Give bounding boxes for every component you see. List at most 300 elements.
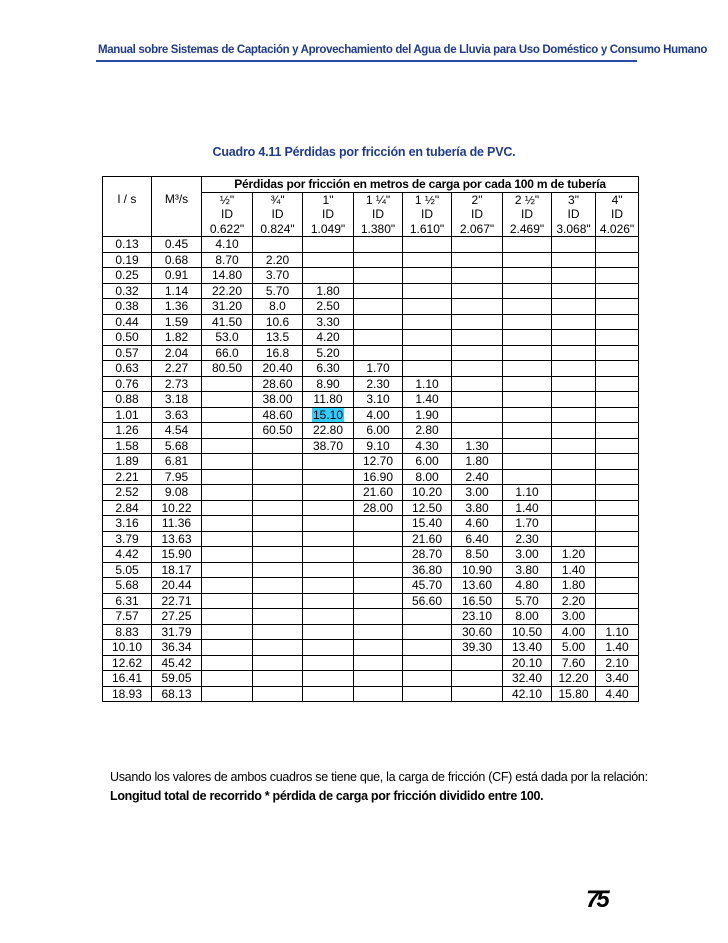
table-cell: 22.20 — [202, 283, 253, 299]
table-cell: 4.42 — [103, 547, 152, 563]
note-line-2: Longitud total de recorrido * pérdida de carga por fricción dividido entre 100. — [110, 789, 544, 803]
table-cell: 16.41 — [103, 671, 152, 687]
table-cell: 18.93 — [103, 686, 152, 702]
table-cell: 1.36 — [152, 299, 202, 315]
inner-diameter: 2.067" — [452, 222, 503, 237]
table-cell — [253, 516, 303, 532]
table-cell: 8.90 — [303, 376, 354, 392]
table-cell — [403, 314, 452, 330]
table-row — [103, 361, 639, 377]
table-cell: 4.40 — [596, 686, 639, 702]
table-cell: 4.54 — [152, 423, 202, 439]
table-cell: 13.63 — [152, 531, 202, 547]
table-cell — [452, 376, 503, 392]
table-row — [103, 438, 639, 454]
table-cell — [354, 578, 403, 594]
table-cell — [552, 283, 596, 299]
table-cell: 1.70 — [503, 516, 552, 532]
table-cell — [202, 624, 253, 640]
table-cell: 2.21 — [103, 469, 152, 485]
table-row — [103, 624, 639, 640]
table-cell — [253, 578, 303, 594]
table-row — [103, 252, 639, 268]
table-cell — [552, 268, 596, 284]
table-cell: 28.70 — [403, 547, 452, 563]
table-row — [103, 469, 639, 485]
table-cell: 66.0 — [202, 345, 253, 361]
table-row — [103, 330, 639, 346]
table-cell: 10.90 — [452, 562, 503, 578]
table-cell — [552, 237, 596, 253]
table-cell — [452, 345, 503, 361]
inner-diameter: 2.469" — [503, 222, 552, 237]
table-cell: 6.30 — [303, 361, 354, 377]
table-cell: 0.45 — [152, 237, 202, 253]
table-cell — [303, 593, 354, 609]
table-cell — [253, 655, 303, 671]
table-cell — [354, 609, 403, 625]
table-row — [103, 686, 639, 702]
table-cell — [403, 640, 452, 656]
table-cell — [253, 485, 303, 501]
table-cell — [596, 330, 639, 346]
table-cell: 3.79 — [103, 531, 152, 547]
table-cell: 3.00 — [452, 485, 503, 501]
table-cell: 14.80 — [202, 268, 253, 284]
table-cell — [303, 578, 354, 594]
table-cell — [552, 299, 596, 315]
table-cell: 16.90 — [354, 469, 403, 485]
table-cell — [552, 454, 596, 470]
table-cell: 2.50 — [303, 299, 354, 315]
table-cell: 21.60 — [403, 531, 452, 547]
table-cell — [552, 485, 596, 501]
table-cell: 1.40 — [596, 640, 639, 656]
table-cell — [503, 283, 552, 299]
table-cell: 3.10 — [354, 392, 403, 408]
table-cell: 1.80 — [303, 283, 354, 299]
table-cell: 16.50 — [452, 593, 503, 609]
table-cell: 2.84 — [103, 500, 152, 516]
table-cell: 28.00 — [354, 500, 403, 516]
table-cell: 3.00 — [503, 547, 552, 563]
table-cell: 22.80 — [303, 423, 354, 439]
table-cell: 8.70 — [202, 252, 253, 268]
pipe-size-row — [103, 192, 639, 207]
pipe-size-header: 1 ½" — [403, 192, 452, 207]
table-cell — [253, 686, 303, 702]
table-cell — [354, 624, 403, 640]
table-cell — [403, 252, 452, 268]
table-cell — [202, 438, 253, 454]
table-cell: 8.00 — [503, 609, 552, 625]
table-cell — [253, 624, 303, 640]
table-cell — [354, 640, 403, 656]
table-row — [103, 516, 639, 532]
table-cell — [596, 593, 639, 609]
id-label: ID — [552, 207, 596, 222]
table-cell: 5.68 — [103, 578, 152, 594]
table-cell — [552, 423, 596, 439]
table-cell — [596, 314, 639, 330]
table-cell: 1.14 — [152, 283, 202, 299]
table-cell: 15.40 — [403, 516, 452, 532]
table-cell: 1.59 — [152, 314, 202, 330]
table-cell: 15.90 — [152, 547, 202, 563]
table-cell: 0.13 — [103, 237, 152, 253]
table-cell: 9.10 — [354, 438, 403, 454]
table-row — [103, 593, 639, 609]
table-cell: 8.50 — [452, 547, 503, 563]
table-row — [103, 500, 639, 516]
table-cell — [552, 376, 596, 392]
table-cell: 36.34 — [152, 640, 202, 656]
table-cell — [596, 252, 639, 268]
table-cell — [303, 671, 354, 687]
table-cell — [452, 671, 503, 687]
table-cell: 21.60 — [354, 485, 403, 501]
table-cell — [503, 299, 552, 315]
table-cell — [503, 314, 552, 330]
table-cell — [202, 423, 253, 439]
table-row — [103, 237, 639, 253]
table-cell — [503, 361, 552, 377]
table-cell: 53.0 — [202, 330, 253, 346]
pipe-size-header: 2" — [452, 192, 503, 207]
inner-diameter: 1.049" — [303, 222, 354, 237]
table-cell — [202, 578, 253, 594]
table-cell — [303, 640, 354, 656]
table-cell — [596, 609, 639, 625]
table-cell: 1.40 — [552, 562, 596, 578]
table-cell — [303, 609, 354, 625]
table-cell — [253, 562, 303, 578]
table-cell: 16.8 — [253, 345, 303, 361]
table-cell: 31.20 — [202, 299, 253, 315]
table-cell: 27.25 — [152, 609, 202, 625]
table-cell: 4.00 — [354, 407, 403, 423]
table-cell — [403, 299, 452, 315]
table-cell — [202, 376, 253, 392]
table-cell: 3.30 — [303, 314, 354, 330]
table-cell: 0.88 — [103, 392, 152, 408]
table-row — [103, 485, 639, 501]
table-cell: 10.10 — [103, 640, 152, 656]
table-cell: 1.58 — [103, 438, 152, 454]
table-cell — [552, 438, 596, 454]
table-cell: 1.20 — [552, 547, 596, 563]
table-cell: 22.71 — [152, 593, 202, 609]
table-cell: 9.08 — [152, 485, 202, 501]
table-row — [103, 640, 639, 656]
table-cell — [596, 485, 639, 501]
header-rule — [96, 60, 637, 62]
table-cell: 10.6 — [253, 314, 303, 330]
table-cell: 2.27 — [152, 361, 202, 377]
table-cell — [354, 283, 403, 299]
table-cell: 2.04 — [152, 345, 202, 361]
col-header-m3s: M³/s — [152, 192, 202, 207]
table-cell — [596, 562, 639, 578]
table-row — [103, 547, 639, 563]
running-header: Manual sobre Sistemas de Captación y Aprovechamiento del Agua de Lluvia para Uso Doméstico y Consumo Humano — [98, 44, 708, 56]
table-cell: 13.5 — [253, 330, 303, 346]
table-cell: 0.57 — [103, 345, 152, 361]
table-cell: 11.80 — [303, 392, 354, 408]
table-cell — [452, 407, 503, 423]
table-row — [103, 392, 639, 408]
group-header: Pérdidas por fricción en metros de carga por cada 100 m de tubería — [202, 177, 639, 193]
table-cell — [452, 268, 503, 284]
table-cell: 1.70 — [354, 361, 403, 377]
table-cell: 31.79 — [152, 624, 202, 640]
table-cell — [354, 593, 403, 609]
table-cell: 2.80 — [403, 423, 452, 439]
table-cell — [303, 237, 354, 253]
highlighted-value: 15.10 — [312, 407, 344, 422]
table-cell — [596, 345, 639, 361]
table-cell — [202, 485, 253, 501]
table-cell — [253, 438, 303, 454]
table-cell — [253, 454, 303, 470]
table-cell: 3.16 — [103, 516, 152, 532]
table-cell: 6.00 — [403, 454, 452, 470]
table-row — [103, 671, 639, 687]
table-cell: 13.60 — [452, 578, 503, 594]
table-cell — [303, 655, 354, 671]
table-cell — [303, 485, 354, 501]
table-cell: 7.60 — [552, 655, 596, 671]
group-header-row — [103, 177, 639, 193]
table-cell: 6.81 — [152, 454, 202, 470]
table-cell: 18.17 — [152, 562, 202, 578]
table-cell — [596, 392, 639, 408]
table-cell — [503, 252, 552, 268]
table-cell — [452, 283, 503, 299]
inner-diameter: 0.824" — [253, 222, 303, 237]
table-row — [103, 578, 639, 594]
table-cell — [202, 407, 253, 423]
table-cell — [452, 423, 503, 439]
table-cell — [452, 314, 503, 330]
table-cell — [552, 345, 596, 361]
table-cell — [596, 454, 639, 470]
table-cell — [596, 283, 639, 299]
table-cell: 3.63 — [152, 407, 202, 423]
table-cell: 1.30 — [452, 438, 503, 454]
table-cell — [253, 500, 303, 516]
table-cell: 1.80 — [552, 578, 596, 594]
table-cell: 0.32 — [103, 283, 152, 299]
table-cell: 0.19 — [103, 252, 152, 268]
table-caption: Cuadro 4.11 Pérdidas por fricción en tubería de PVC. — [212, 145, 516, 159]
table-cell: 10.50 — [503, 624, 552, 640]
table-cell: 8.0 — [253, 299, 303, 315]
table-cell: 45.70 — [403, 578, 452, 594]
table-cell: 0.68 — [152, 252, 202, 268]
table-cell: 10.22 — [152, 500, 202, 516]
table-cell: 38.00 — [253, 392, 303, 408]
table-cell: 1.10 — [596, 624, 639, 640]
page-number: 75 — [586, 886, 607, 913]
table-cell: 1.40 — [403, 392, 452, 408]
table-row — [103, 345, 639, 361]
table-cell — [596, 376, 639, 392]
table-cell: 6.40 — [452, 531, 503, 547]
id-label: ID — [503, 207, 552, 222]
table-cell — [552, 531, 596, 547]
table-cell: 15.80 — [552, 686, 596, 702]
table-row — [103, 423, 639, 439]
id-label: ID — [596, 207, 639, 222]
table-cell — [596, 438, 639, 454]
table-cell — [403, 671, 452, 687]
friction-loss-table — [102, 176, 639, 702]
note-line-1: Usando los valores de ambos cuadros se tiene que, la carga de fricción (CF) está dada por la relación: — [110, 770, 648, 784]
table-row — [103, 407, 639, 423]
table-cell — [596, 407, 639, 423]
table-cell — [596, 361, 639, 377]
table-cell — [403, 361, 452, 377]
table-cell: 1.90 — [403, 407, 452, 423]
table-cell — [452, 330, 503, 346]
table-cell — [202, 516, 253, 532]
table-cell — [452, 361, 503, 377]
pipe-size-header: 1 ¼" — [354, 192, 403, 207]
table-cell: 4.20 — [303, 330, 354, 346]
table-cell — [503, 454, 552, 470]
table-cell — [503, 392, 552, 408]
inner-diameter-row — [103, 222, 639, 237]
inner-diameter: 3.068" — [552, 222, 596, 237]
table-cell: 41.50 — [202, 314, 253, 330]
table-cell — [253, 640, 303, 656]
table-cell — [354, 330, 403, 346]
table-row — [103, 655, 639, 671]
table-cell: 2.73 — [152, 376, 202, 392]
id-label: ID — [354, 207, 403, 222]
table-cell — [403, 345, 452, 361]
pipe-size-header: 4" — [596, 192, 639, 207]
table-row — [103, 609, 639, 625]
table-cell — [503, 438, 552, 454]
table-cell: 28.60 — [253, 376, 303, 392]
table-cell: 68.13 — [152, 686, 202, 702]
table-cell — [303, 500, 354, 516]
table-cell: 13.40 — [503, 640, 552, 656]
table-row — [103, 562, 639, 578]
table-cell: 12.62 — [103, 655, 152, 671]
table-cell: 8.00 — [403, 469, 452, 485]
table-cell — [202, 392, 253, 408]
table-cell — [403, 330, 452, 346]
table-cell — [503, 376, 552, 392]
table-cell: 5.68 — [152, 438, 202, 454]
table-cell: 45.42 — [152, 655, 202, 671]
id-label: ID — [403, 207, 452, 222]
table-cell — [202, 593, 253, 609]
table-cell — [552, 392, 596, 408]
table-row — [103, 283, 639, 299]
table-cell — [552, 314, 596, 330]
table-cell — [202, 500, 253, 516]
table-cell: 0.44 — [103, 314, 152, 330]
table-row — [103, 299, 639, 315]
table-cell: 5.70 — [503, 593, 552, 609]
table-cell — [253, 469, 303, 485]
table-cell: 5.05 — [103, 562, 152, 578]
table-cell — [303, 562, 354, 578]
table-cell — [503, 469, 552, 485]
table-cell: 1.89 — [103, 454, 152, 470]
table-cell: 5.70 — [253, 283, 303, 299]
table-cell — [452, 686, 503, 702]
table-cell — [596, 578, 639, 594]
table-cell — [596, 531, 639, 547]
table-cell — [596, 469, 639, 485]
table-cell: 59.05 — [152, 671, 202, 687]
table-cell: 1.26 — [103, 423, 152, 439]
table-cell — [552, 330, 596, 346]
table-cell — [303, 268, 354, 284]
pipe-size-header: 3" — [552, 192, 596, 207]
table-cell — [452, 237, 503, 253]
table-cell — [503, 330, 552, 346]
table-cell — [202, 469, 253, 485]
table-cell — [503, 345, 552, 361]
table-cell — [552, 516, 596, 532]
id-label: ID — [303, 207, 354, 222]
table-cell — [303, 469, 354, 485]
table-cell: 2.52 — [103, 485, 152, 501]
table-cell: 20.40 — [253, 361, 303, 377]
table-cell — [303, 531, 354, 547]
table-row — [103, 376, 639, 392]
table-cell — [354, 686, 403, 702]
table-cell — [253, 671, 303, 687]
table-cell — [303, 547, 354, 563]
table-cell — [354, 345, 403, 361]
table-cell — [253, 531, 303, 547]
table-cell — [202, 531, 253, 547]
table-cell: 1.10 — [403, 376, 452, 392]
table-cell — [253, 593, 303, 609]
table-cell: 11.36 — [152, 516, 202, 532]
table-cell: 0.38 — [103, 299, 152, 315]
id-label: ID — [452, 207, 503, 222]
inner-diameter: 4.026" — [596, 222, 639, 237]
table-cell — [253, 547, 303, 563]
table-cell — [253, 237, 303, 253]
table-cell — [596, 237, 639, 253]
table-cell: 12.50 — [403, 500, 452, 516]
table-cell — [552, 500, 596, 516]
table-cell — [596, 268, 639, 284]
table-cell — [452, 252, 503, 268]
table-cell: 42.10 — [503, 686, 552, 702]
table-cell: 12.20 — [552, 671, 596, 687]
table-cell: 2.30 — [354, 376, 403, 392]
table-cell: 10.20 — [403, 485, 452, 501]
table-cell: 0.91 — [152, 268, 202, 284]
table-cell — [354, 299, 403, 315]
table-cell: 30.60 — [452, 624, 503, 640]
table-cell — [596, 516, 639, 532]
table-cell: 32.40 — [503, 671, 552, 687]
table-cell — [202, 609, 253, 625]
table-cell: 6.31 — [103, 593, 152, 609]
table-cell — [202, 686, 253, 702]
